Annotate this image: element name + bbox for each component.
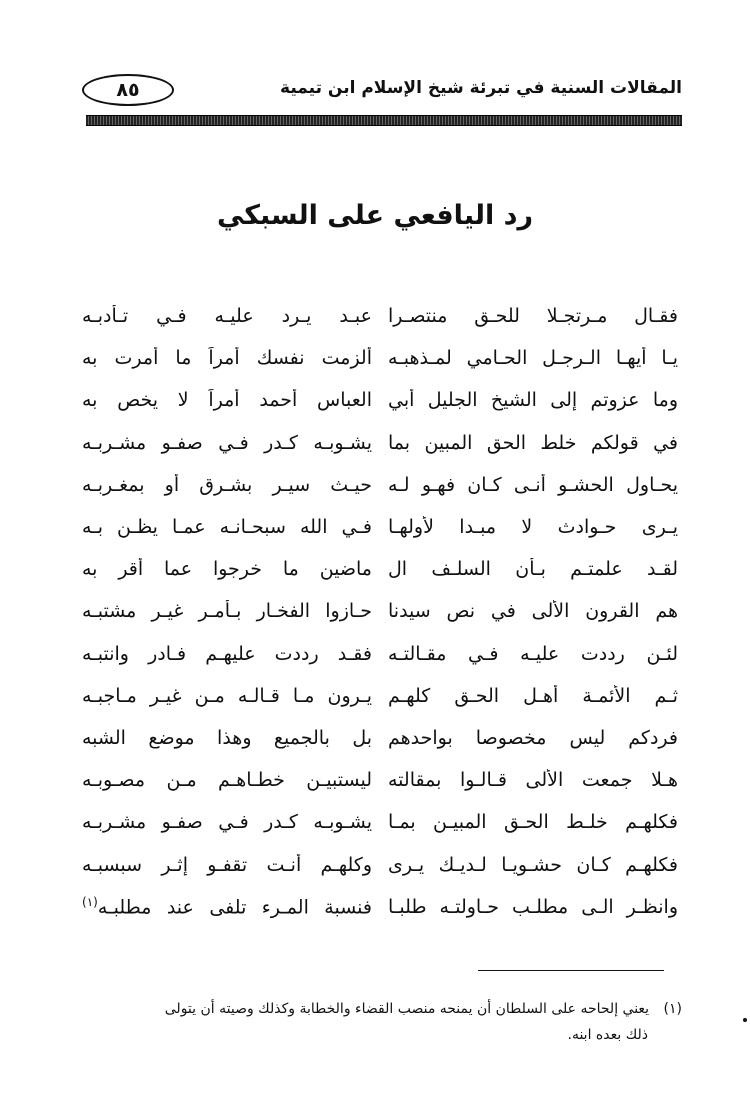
poem-verse (82, 295, 678, 337)
verse-first-hemistich: وانظـر الـى مطلـب حـاولتـه طلبـا (388, 895, 678, 918)
verse-first-hemistich: في قولكم خلط الحق المبين بما (388, 431, 678, 454)
poem-verse (82, 548, 678, 590)
verse-first-hemistich: فكلهـم خلـط الحـق المبيـن بمـا (388, 811, 678, 834)
verse-first-hemistich: يـا أيهـا الـرجـل الحـامي لمـذهبـه (388, 347, 678, 370)
verse-second-hemistich: العباس أحمد أمراً لا يخص به (82, 389, 372, 412)
verse-second-hemistich-with-ref (82, 895, 372, 918)
poem (82, 295, 678, 928)
poem-verse (82, 843, 678, 885)
verse-first-hemistich: لئـن رددت عليـه فـي مقـالتـه (388, 642, 678, 665)
poem-verse (82, 379, 678, 421)
poem-verse (82, 886, 678, 928)
footnote-text-line-2: ذلك بعده ابنه. (567, 1027, 648, 1043)
verse-second-hemistich: بل بالجميع وهذا موضع الشبه (82, 726, 372, 749)
verse-second-hemistich: وكلهـم أنـت تقفـو إثـر سبسبـه (82, 853, 372, 876)
poem-verse (82, 337, 678, 379)
footnote-text-line-1: يعني إلحاحه على السلطان أن يمنحه منصب القضاء والخطابة وكذلك وصيته أن يتولى (164, 1001, 650, 1017)
verse-second-hemistich: ألزمت نفسك أمراً ما أمرت به (82, 347, 372, 370)
verse-second-hemistich: يشـوبـه كـدر فـي صفـو مشـربـه (82, 431, 372, 454)
poem-verse (82, 464, 678, 506)
verse-first-hemistich: يـرى حـوادث لا مبـدا لأولهـا (388, 516, 678, 539)
verse-first-hemistich: وما عزوتم إلى الشيخ الجليل أبي (388, 389, 678, 412)
verse-first-hemistich: فقـال مـرتجـلا للحـق منتصـرا (388, 305, 678, 328)
footnote-separator (478, 970, 664, 971)
verse-second-hemistich: فـي الله سبحـانـه عمـا يظـن بـه (82, 516, 372, 539)
verse-second-hemistich: يـرون مـا قـالـه مـن غيـر مـاجبـه (82, 684, 372, 707)
poem-verse (82, 422, 678, 464)
verse-second-hemistich: ماضين ما خرجوا عما أقر به (82, 558, 372, 581)
poem-verse (82, 506, 678, 548)
verse-first-hemistich: فكلهـم كـان حشـويـا لـديـك يـرى (388, 853, 678, 876)
verse-first-hemistich: لقـد علمتـم بـأن السلـف ال (388, 558, 678, 581)
poem-verse (82, 801, 678, 843)
poem-verse (82, 717, 678, 759)
header-rule (86, 115, 682, 126)
verse-first-hemistich: هم القرون الألى في نص سيدنا (388, 600, 678, 623)
footnote (76, 996, 682, 1048)
poem-verse (82, 633, 678, 675)
verse-second-hemistich: عبـد يـرد عليـه فـي تـأدبـه (82, 305, 372, 328)
verse-second-hemistich: فنسبة المـرء تلفى عند مطلبـه (97, 896, 372, 919)
poem-verse (82, 759, 678, 801)
section-title: رد اليافعي على السبكي (216, 200, 534, 231)
footnote-reference: (١) (82, 895, 98, 910)
verse-second-hemistich: ليستبيـن خطـاهـم مـن مصـوبـه (82, 769, 372, 792)
verse-second-hemistich: حيـث سيـر بشـرق أو بمغـربـه (82, 473, 372, 496)
verse-second-hemistich: حـازوا الفخـار بـأمـر غيـر مشتبـه (82, 600, 372, 623)
verse-second-hemistich: فقـد رددت عليهـم فـادر وانتبـه (82, 642, 372, 665)
verse-first-hemistich: فردكم ليس مخصوصا بواحدهم (388, 726, 678, 749)
verse-first-hemistich: هـلا جمعت الألى قـالـوا بمقالته (388, 769, 678, 792)
page-number-badge: ٨٥ (82, 74, 174, 106)
verse-first-hemistich: يحـاول الحشـو أنـى كـان فهـو لـه (388, 473, 678, 496)
footnote-marker: (١) (663, 1001, 682, 1017)
verse-first-hemistich: ثـم الأئمـة أهـل الحـق كلهـم (388, 684, 678, 707)
page-header (82, 72, 682, 116)
poem-verse (82, 675, 678, 717)
poem-verse (82, 590, 678, 632)
running-title: المقالات السنية في تبرئة شيخ الإسلام ابن تيمية (280, 78, 682, 98)
margin-dot (743, 1018, 747, 1022)
verse-second-hemistich: يشـوبـه كـدر فـي صفـو مشـربـه (82, 811, 372, 834)
